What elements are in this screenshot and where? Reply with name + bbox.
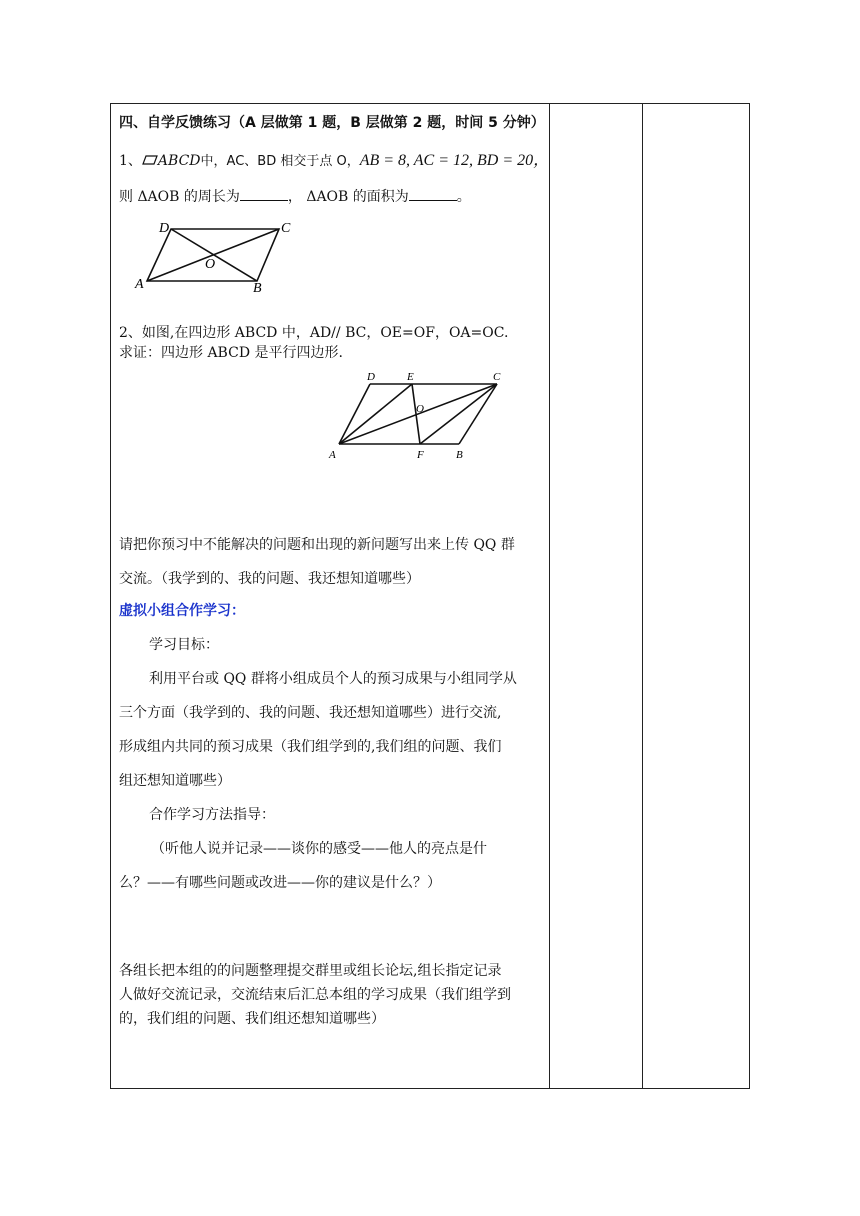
q2-line2: 求证：四边形 ABCD 是平行四边形.	[119, 345, 343, 361]
goal-line2: 三个方面（我学到的、我的问题、我还想知道哪些）进行交流,	[119, 705, 502, 721]
worksheet-table	[110, 103, 750, 1089]
notes-column-3[interactable]	[643, 104, 749, 1088]
goal-label: 学习目标：	[149, 637, 219, 653]
q1-end: 。	[456, 189, 471, 205]
q1-givens: AB = 8, AC = 12, BD = 20，	[359, 152, 550, 169]
closing-line1: 各组长把本组的的问题整理提交群里或组长论坛,组长指定记录	[119, 963, 502, 979]
goal-line1: 利用平台或 QQ 群将小组成员个人的预习成果与小组同学从	[149, 671, 517, 687]
q2-label-o: O	[416, 403, 424, 415]
method-line1: （听他人说并记录——谈你的感受——他人的亮点是什	[151, 841, 487, 857]
q2-label-a: A	[329, 449, 336, 461]
prompt-line1: 请把你预习中不能解决的问题和出现的新问题写出来上传 QQ 群	[119, 537, 515, 553]
q2-label-d: D	[367, 372, 375, 383]
q1-label-d: D	[159, 221, 170, 236]
q1-line2	[119, 188, 471, 206]
q1-area-text: ， ΔAOB 的面积为	[287, 189, 409, 205]
goal-line4: 组还想知道哪些）	[119, 773, 231, 789]
parallelogram-icon	[142, 152, 158, 170]
q1-label-o: O	[205, 257, 216, 272]
q1-area-blank[interactable]	[409, 188, 457, 201]
q2-label-f: F	[417, 449, 424, 461]
q2-line1: 2、如图,在四边形 ABCD 中，AD// BC，OE=OF，OA=OC.	[119, 325, 509, 341]
closing-line3: 的，我们组的问题、我们组还想知道哪些）	[119, 1011, 385, 1027]
q1-parallelogram-figure	[125, 216, 295, 292]
q1-label-b: B	[253, 281, 262, 292]
goal-line3: 形成组内共同的预习成果（我们组学到的,我们组的问题、我们	[119, 739, 502, 755]
q1-label-c: C	[281, 221, 291, 236]
q1-mid: 中，AC、BD 相交于点 O，	[200, 154, 360, 169]
section-heading: 四、自学反馈练习（A 层做第 1 题，B 层做第 2 题，时间 5 分钟）	[119, 115, 545, 131]
method-label: 合作学习方法指导：	[149, 807, 275, 823]
prompt-line2: 交流。（我学到的、我的问题、我还想知道哪些）	[119, 571, 420, 587]
q1-perimeter-text: 则 ΔAOB 的周长为	[119, 189, 240, 205]
method-line2: 么？——有哪些问题或改进——你的建议是什么？）	[119, 875, 441, 891]
main-content-cell	[111, 104, 549, 1088]
q1-shape: ABCD	[157, 153, 201, 169]
q1-line1	[119, 152, 549, 171]
q1-perimeter-blank[interactable]	[240, 188, 288, 201]
q1-prefix: 1、	[119, 153, 142, 169]
notes-column-2[interactable]	[550, 104, 642, 1088]
q2-label-e: E	[407, 372, 414, 383]
q2-label-c: C	[493, 372, 501, 383]
q2-quadrilateral-figure	[323, 372, 513, 462]
q2-label-b: B	[456, 449, 463, 461]
group-heading: 虚拟小组合作学习：	[119, 603, 245, 619]
closing-line2: 人做好交流记录，交流结束后汇总本组的学习成果（我们组学到	[119, 987, 511, 1003]
q1-label-a: A	[135, 277, 144, 292]
